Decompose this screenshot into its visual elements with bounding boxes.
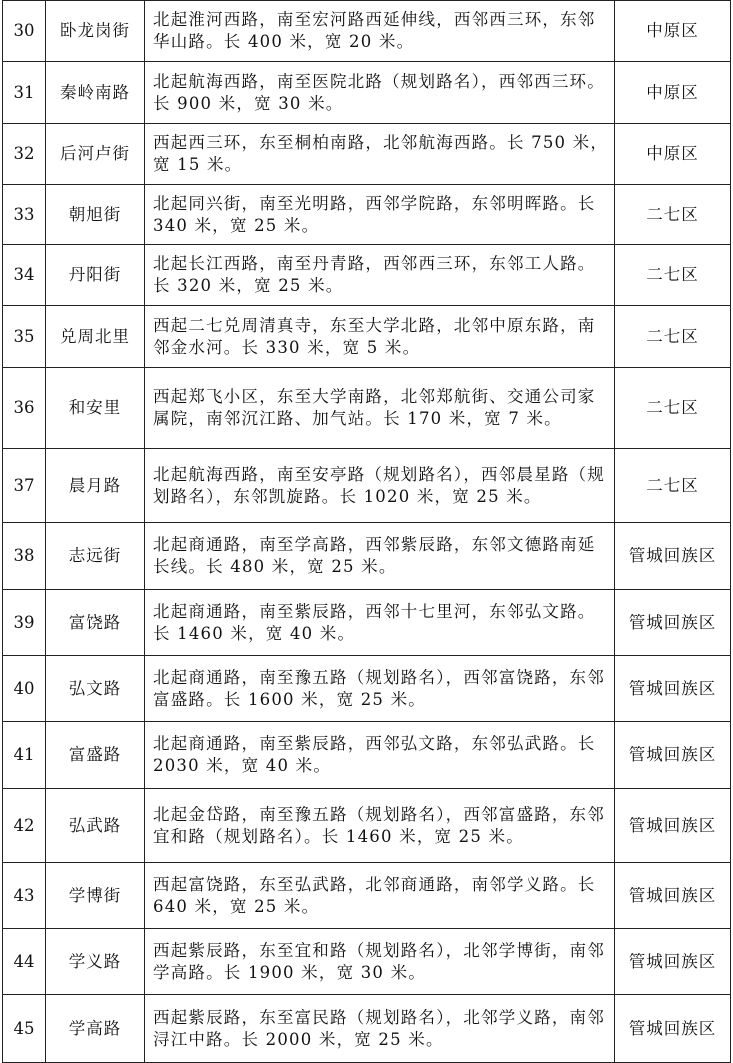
road-name: 秦岭南路 [46,62,145,124]
road-name: 学博街 [46,863,145,929]
row-number: 40 [3,656,46,722]
road-description: 西起富饶路，东至弘武路，北邻商通路，南邻学义路。长 640 米，宽 25 米。 [145,863,615,929]
row-number: 30 [3,1,46,62]
district-name: 二七区 [615,306,731,368]
district-name: 中原区 [615,124,731,185]
district-name: 管城回族区 [615,590,731,656]
row-number: 43 [3,863,46,929]
road-name: 丹阳街 [46,245,145,306]
district-name: 二七区 [615,449,731,523]
row-number: 44 [3,929,46,995]
road-name: 后河卢街 [46,124,145,185]
district-name: 管城回族区 [615,995,731,1063]
district-name: 二七区 [615,245,731,306]
district-name: 管城回族区 [615,789,731,863]
road-description: 西起二七兑周清真寺，东至大学北路，北邻中原东路，南邻金水河。长 330 米，宽 5 米。 [145,306,615,368]
road-description: 北起商通路，南至学高路，西邻紫辰路，东邻文德路南延长线。长 480 米，宽 25 米。 [145,523,615,590]
table-row [3,306,731,368]
table-row [3,722,731,789]
table-row [3,368,731,449]
row-number: 41 [3,722,46,789]
table-row [3,590,731,656]
road-name: 兑周北里 [46,306,145,368]
road-description: 北起航海西路，南至医院北路（规划路名），西邻西三环。长 900 米，宽 30 米。 [145,62,615,124]
row-number: 38 [3,523,46,590]
district-name: 管城回族区 [615,929,731,995]
table-row [3,1,731,62]
road-description: 北起商通路，南至豫五路（规划路名），西邻富饶路，东邻富盛路。长 1600 米，宽 25 米。 [145,656,615,722]
road-name: 志远街 [46,523,145,590]
table-row [3,789,731,863]
row-number: 42 [3,789,46,863]
district-name: 管城回族区 [615,656,731,722]
table-row [3,656,731,722]
road-description: 西起西三环，东至桐柏南路，北邻航海西路。长 750 米，宽 15 米。 [145,124,615,185]
row-number: 45 [3,995,46,1063]
road-name: 朝旭街 [46,185,145,245]
row-number: 36 [3,368,46,449]
road-description: 北起商通路，南至紫辰路，西邻弘文路，东邻弘武路。长 2030 米，宽 40 米。 [145,722,615,789]
road-name: 学义路 [46,929,145,995]
road-description: 北起同兴街，南至光明路，西邻学院路，东邻明晖路。长 340 米，宽 25 米。 [145,185,615,245]
district-name: 中原区 [615,1,731,62]
table-row [3,863,731,929]
table-row [3,929,731,995]
road-name: 弘武路 [46,789,145,863]
road-description: 西起紫辰路，东至富民路（规划路名），北邻学义路，南邻浔江中路。长 2000 米，宽 25 米。 [145,995,615,1063]
road-description: 北起航海西路，南至安亭路（规划路名），西邻晨星路（规划路名），东邻凯旋路。长 1020 米，宽 25 米。 [145,449,615,523]
table-row [3,62,731,124]
road-description: 北起商通路，南至紫辰路，西邻十七里河，东邻弘文路。长 1460 米，宽 40 米。 [145,590,615,656]
road-name: 卧龙岗街 [46,1,145,62]
table-row [3,523,731,590]
row-number: 39 [3,590,46,656]
row-number: 34 [3,245,46,306]
row-number: 35 [3,306,46,368]
row-number: 32 [3,124,46,185]
road-description: 西起郑飞小区，东至大学南路，北邻郑航街、交通公司家属院，南邻沉江路、加气站。长 170 米，宽 7 米。 [145,368,615,449]
road-name: 富盛路 [46,722,145,789]
row-number: 33 [3,185,46,245]
road-name: 富饶路 [46,590,145,656]
table-row [3,124,731,185]
district-name: 管城回族区 [615,523,731,590]
road-description: 西起紫辰路，东至宜和路（规划路名），北邻学博街，南邻学高路。长 1900 米，宽 30 米。 [145,929,615,995]
road-naming-table [2,0,731,1063]
table-row [3,995,731,1063]
road-name: 晨月路 [46,449,145,523]
row-number: 37 [3,449,46,523]
row-number: 31 [3,62,46,124]
table-row [3,245,731,306]
district-name: 管城回族区 [615,863,731,929]
road-name: 和安里 [46,368,145,449]
road-name: 学高路 [46,995,145,1063]
table-row [3,185,731,245]
road-description: 北起长江西路，南至丹青路，西邻西三环，东邻工人路。长 320 米，宽 25 米。 [145,245,615,306]
district-name: 二七区 [615,185,731,245]
road-name: 弘文路 [46,656,145,722]
district-name: 二七区 [615,368,731,449]
district-name: 中原区 [615,62,731,124]
district-name: 管城回族区 [615,722,731,789]
road-description: 北起金岱路，南至豫五路（规划路名），西邻富盛路，东邻宜和路（规划路名）。长 1460 米，宽 25 米。 [145,789,615,863]
table-body [3,1,731,1063]
table-row [3,449,731,523]
road-description: 北起淮河西路，南至宏河路西延伸线，西邻西三环，东邻华山路。长 400 米，宽 20 米。 [145,1,615,62]
